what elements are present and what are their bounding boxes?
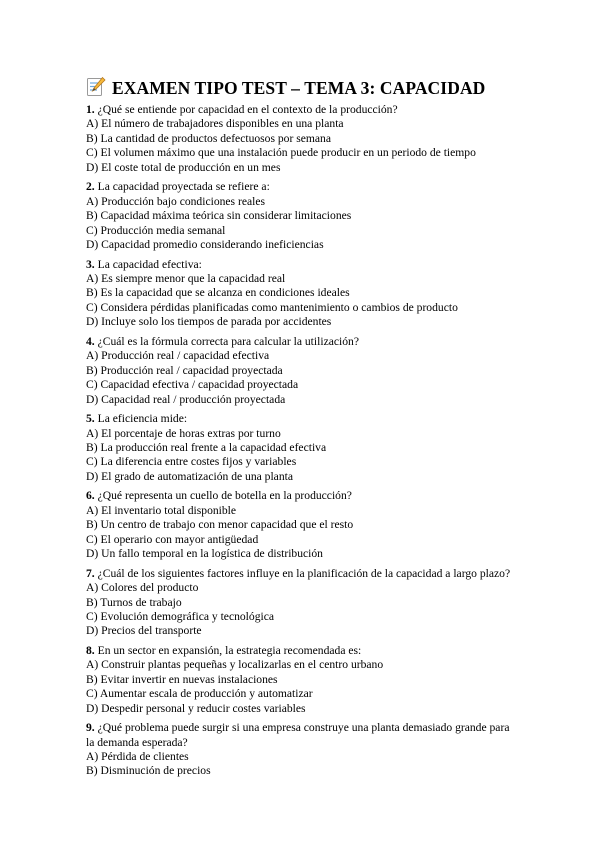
question-prompt: La capacidad proyectada se refiere a:: [97, 180, 270, 194]
answer-option: A) El número de trabajadores disponibles en una planta: [86, 117, 344, 131]
answer-option: A) Pérdida de clientes: [86, 750, 189, 764]
question-6: [86, 489, 516, 561]
question-text: [86, 644, 516, 658]
page-title: [86, 74, 485, 102]
question-prompt: ¿Cuál es la fórmula correcta para calcular la utilización?: [97, 334, 359, 348]
answer-option: B) La cantidad de productos defectuosos por semana: [86, 131, 331, 145]
answer-option: B) Un centro de trabajo con menor capacidad que el resto: [86, 518, 354, 532]
answer-option: D) Despedir personal y reducir costes variables: [86, 701, 306, 715]
answer-option: D) Precios del transporte: [86, 624, 202, 638]
answer-option: C) Producción media semanal: [86, 223, 226, 237]
memo-icon: [86, 76, 106, 98]
question-number: 7.: [86, 566, 95, 580]
question-8: [86, 644, 516, 716]
answer-option: D) Capacidad promedio considerando ineficiencias: [86, 238, 324, 252]
answer-option: A) Colores del producto: [86, 581, 199, 595]
answer-option: B) La producción real frente a la capacidad efectiva: [86, 440, 327, 454]
answer-option: D) Un fallo temporal en la logística de distribución: [86, 547, 323, 561]
answer-option: C) El operario con mayor antigüedad: [86, 532, 259, 546]
question-number: 3.: [86, 257, 95, 271]
question-7: [86, 567, 516, 639]
answer-option: C) El volumen máximo que una instalación puede producir en un periodo de tiempo: [86, 146, 476, 160]
answer-option: D) Capacidad real / producción proyectada: [86, 392, 286, 406]
question-prompt: La eficiencia mide:: [97, 412, 188, 426]
answer-option: C) Aumentar escala de producción y automatizar: [86, 687, 313, 701]
question-text: [86, 103, 516, 117]
question-9: [86, 721, 516, 779]
question-1: [86, 103, 516, 175]
question-prompt: En un sector en expansión, la estrategia recomendada es:: [97, 643, 362, 657]
question-list: [86, 103, 516, 784]
answer-option: C) Capacidad efectiva / capacidad proyectada: [86, 378, 299, 392]
answer-option: B) Turnos de trabajo: [86, 595, 182, 609]
answer-option: B) Es la capacidad que se alcanza en condiciones ideales: [86, 286, 350, 300]
question-text: [86, 567, 516, 581]
answer-option: B) Producción real / capacidad proyectada: [86, 363, 283, 377]
question-prompt: ¿Qué representa un cuello de botella en la producción?: [97, 489, 352, 503]
question-number: 8.: [86, 643, 95, 657]
question-text: [86, 335, 516, 349]
answer-option: A) Es siempre menor que la capacidad real: [86, 271, 286, 285]
answer-option: D) Incluye solo los tiempos de parada por accidentes: [86, 315, 332, 329]
question-5: [86, 412, 516, 484]
question-prompt: ¿Qué problema puede surgir si una empresa construye una planta demasiado grande para la demanda esperada?: [86, 721, 510, 749]
answer-option: D) El grado de automatización de una planta: [86, 469, 293, 483]
question-text: [86, 412, 516, 426]
answer-option: B) Evitar invertir en nuevas instalaciones: [86, 672, 278, 686]
answer-option: C) La diferencia entre costes fijos y variables: [86, 455, 297, 469]
answer-option: A) Producción bajo condiciones reales: [86, 194, 266, 208]
question-text: [86, 180, 516, 194]
question-prompt: La capacidad efectiva:: [97, 257, 202, 271]
question-2: [86, 180, 516, 252]
question-text: [86, 258, 516, 272]
question-number: 5.: [86, 412, 95, 426]
answer-option: C) Evolución demográfica y tecnológica: [86, 609, 275, 623]
answer-option: A) Producción real / capacidad efectiva: [86, 349, 270, 363]
question-number: 6.: [86, 489, 95, 503]
answer-option: D) El coste total de producción en un mes: [86, 160, 281, 174]
answer-option: A) El porcentaje de horas extras por turno: [86, 426, 281, 440]
question-number: 2.: [86, 180, 95, 194]
question-4: [86, 335, 516, 407]
question-number: 4.: [86, 334, 95, 348]
question-text: [86, 721, 516, 750]
answer-option: C) Considera pérdidas planificadas como mantenimiento o cambios de producto: [86, 300, 458, 314]
question-number: 1.: [86, 103, 95, 116]
answer-option: B) Disminución de precios: [86, 764, 211, 778]
answer-option: A) Construir plantas pequeñas y localizarlas en el centro urbano: [86, 658, 384, 672]
question-prompt: ¿Cuál de los siguientes factores influye en la planificación de la capacidad a largo plazo?: [97, 566, 511, 580]
question-number: 9.: [86, 721, 95, 735]
answer-option: B) Capacidad máxima teórica sin considerar limitaciones: [86, 209, 352, 223]
question-text: [86, 489, 516, 503]
question-3: [86, 258, 516, 330]
page-title-text: EXAMEN TIPO TEST – TEMA 3: CAPACIDAD: [112, 78, 486, 98]
question-prompt: ¿Qué se entiende por capacidad en el contexto de la producción?: [97, 103, 398, 116]
answer-option: A) El inventario total disponible: [86, 503, 237, 517]
